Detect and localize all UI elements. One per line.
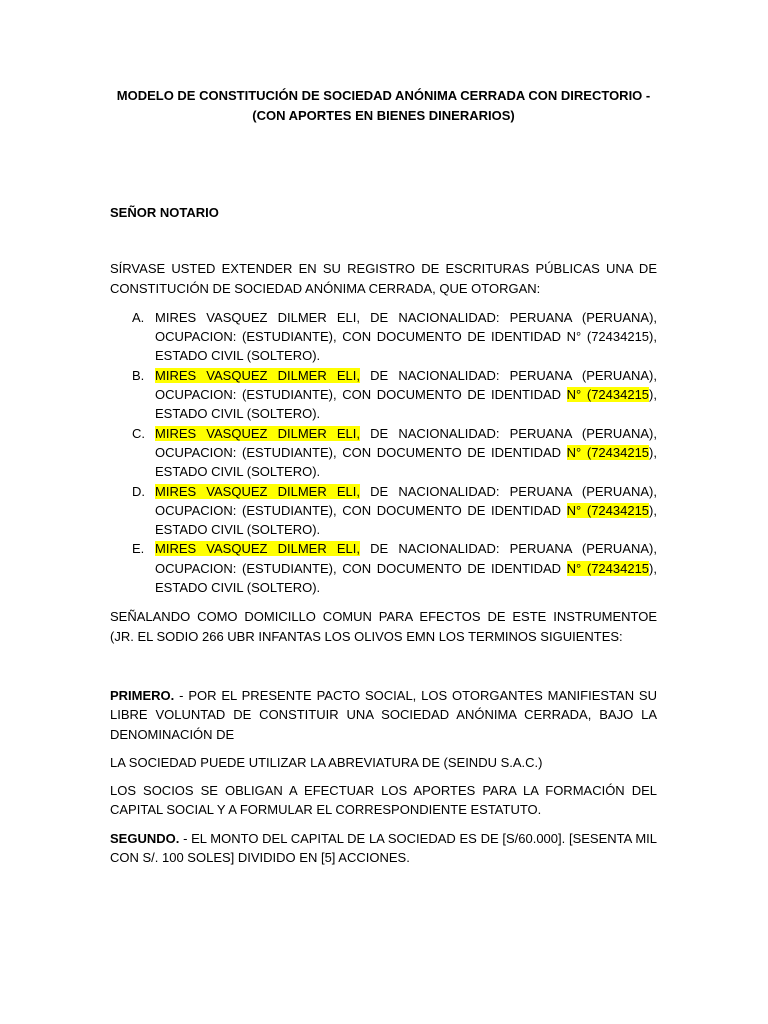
partner-details: , DE NACIONALIDAD: PERUANA (PERUANA), OCUPACION: (ESTUDIANTE), CON DOCUMENTO DE IDENTIDAD	[155, 309, 658, 345]
intro-paragraph: SÍRVASE USTED EXTENDER EN SU REGISTRO DE ESCRITURAS PÚBLICAS UNA DE CONSTITUCIÓN DE SOCIEDAD ANÓNIMA CERRADA, QUE OTORGAN:	[110, 261, 657, 296]
partner-document-id: N° (72434215	[566, 444, 650, 460]
partner-details: DE NACIONALIDAD: PERUANA (PERUANA), OCUPACION: (ESTUDIANTE), CON DOCUMENTO DE IDENTIDAD	[155, 541, 657, 576]
clause-primero-label: PRIMERO.	[110, 687, 175, 703]
abbreviation-paragraph: LA SOCIEDAD PUEDE UTILIZAR LA ABREVIATURA DE (SEINDU S.A.C.)	[110, 754, 543, 770]
domicile-paragraph: SEÑALANDO COMO DOMICILLO COMUN PARA EFECTOS DE ESTE INSTRUMENTOE (JR. EL SODIO 266 UBR INFANTAS LOS OLIVOS EMN LOS TERMINOS SIGUIENTES:	[110, 609, 657, 644]
clause-segundo-label: SEGUNDO.	[110, 830, 180, 846]
list-marker: C.	[132, 425, 145, 441]
partner-civil-status: ), ESTADO CIVIL (SOLTERO).	[155, 444, 657, 480]
partner-name: MIRES VASQUEZ DILMER ELI,	[155, 425, 360, 441]
addressee: SEÑOR NOTARIO	[110, 205, 219, 220]
partner-civil-status: ), ESTADO CIVIL (SOLTERO).	[155, 502, 657, 538]
list-item	[110, 539, 657, 597]
list-item	[110, 482, 657, 540]
clause-segundo-text: - EL MONTO DEL CAPITAL DE LA SOCIEDAD ES DE [S/60.000]. [SESENTA MIL CON S/. 100 SOLES] DIVIDIDO EN [5] ACCIONES.	[110, 830, 657, 866]
list-marker: B.	[132, 367, 145, 383]
partner-civil-status: ), ESTADO CIVIL (SOLTERO).	[155, 329, 657, 364]
list-item	[110, 424, 657, 482]
document-body	[110, 86, 657, 867]
list-marker: A.	[132, 309, 145, 325]
title-line-1: MODELO DE CONSTITUCIÓN DE SOCIEDAD ANÓNIMA CERRADA CON DIRECTORIO -	[116, 88, 651, 103]
partner-document-id: N° (72434215	[566, 329, 650, 345]
obligation-paragraph: LOS SOCIOS SE OBLIGAN A EFECTUAR LOS APORTES PARA LA FORMACIÓN DEL CAPITAL SOCIAL Y A FORMULAR EL CORRESPONDIENTE ESTATUTO.	[110, 783, 657, 818]
partner-document-id: N° (72434215	[566, 387, 650, 403]
title-line-2: (CON APORTES EN BIENES DINERARIOS)	[252, 108, 515, 123]
partner-name: MIRES VASQUEZ DILMER ELI,	[155, 483, 360, 499]
partner-list	[110, 308, 657, 597]
list-item	[110, 366, 657, 424]
partner-details: DE NACIONALIDAD: PERUANA (PERUANA), OCUPACION: (ESTUDIANTE), CON DOCUMENTO DE IDENTIDAD	[155, 367, 657, 403]
list-marker: E.	[132, 541, 145, 557]
partner-document-id: N° (72434215	[566, 560, 650, 576]
clause-primero	[110, 686, 657, 744]
partner-details: DE NACIONALIDAD: PERUANA (PERUANA), OCUPACION: (ESTUDIANTE), CON DOCUMENTO DE IDENTIDAD	[155, 483, 657, 518]
partner-name: MIRES VASQUEZ DILMER ELI,	[155, 367, 360, 383]
partner-civil-status: ), ESTADO CIVIL (SOLTERO).	[155, 387, 657, 422]
list-item	[110, 308, 657, 366]
clause-primero-text: - POR EL PRESENTE PACTO SOCIAL, LOS OTORGANTES MANIFIESTAN SU LIBRE VOLUNTAD DE CONSTITUIR UNA SOCIEDAD ANÓNIMA CERRADA, BAJO LA DENOMINACIÓN DE	[110, 687, 657, 742]
list-marker: D.	[132, 483, 145, 499]
partner-civil-status: ), ESTADO CIVIL (SOLTERO).	[155, 560, 657, 596]
partner-name: MIRES VASQUEZ DILMER ELI	[155, 309, 357, 325]
partner-details: DE NACIONALIDAD: PERUANA (PERUANA), OCUPACION: (ESTUDIANTE), CON DOCUMENTO DE IDENTIDAD	[155, 425, 657, 460]
partner-name: MIRES VASQUEZ DILMER ELI,	[155, 541, 360, 557]
partner-document-id: N° (72434215	[566, 502, 650, 518]
document-title	[110, 86, 657, 126]
clause-segundo	[110, 829, 657, 868]
